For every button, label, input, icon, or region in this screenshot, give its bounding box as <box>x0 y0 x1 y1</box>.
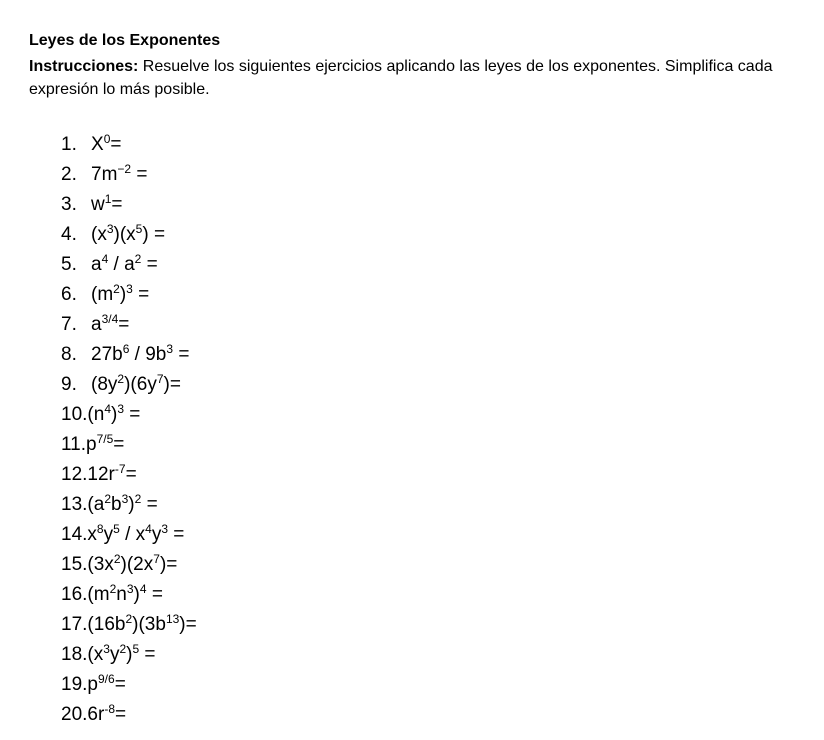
expression-text: )= <box>159 554 178 575</box>
expression-text: X <box>91 134 104 155</box>
exercise-expression <box>91 280 149 310</box>
exercise-number: 15. <box>61 554 88 575</box>
expression-text: (16b <box>87 614 126 635</box>
expression-text: = <box>110 134 122 155</box>
expression-text: (a <box>87 494 105 515</box>
exercise-number: 13. <box>61 494 88 515</box>
exponent: 9/6 <box>98 672 115 686</box>
exercise-item <box>61 280 197 310</box>
exercise-item <box>61 670 197 700</box>
exponent: 3 <box>161 522 169 536</box>
exercise-expression <box>91 310 129 340</box>
expression-text: 12r <box>87 464 115 485</box>
exponent: 8 <box>96 522 104 536</box>
exponent: 3 <box>126 582 134 596</box>
exercise-number: 6. <box>61 284 77 305</box>
exercise-expression <box>87 400 140 430</box>
exercise-item <box>61 700 197 730</box>
exercise-expression <box>91 220 165 250</box>
exponent: 4 <box>104 402 112 416</box>
exponent: 5 <box>132 642 140 656</box>
exercise-expression <box>91 340 189 370</box>
exponent: 5 <box>135 222 143 236</box>
expression-text: y <box>103 524 114 545</box>
exponent: 2 <box>109 582 117 596</box>
exponent: 7 <box>153 552 160 566</box>
exercise-expression <box>87 490 157 520</box>
exponent: 6 <box>122 342 130 356</box>
exercise-number: 19. <box>61 674 88 695</box>
exponent: 3 <box>103 642 110 656</box>
expression-text: = <box>131 164 148 185</box>
expression-text: = <box>168 524 185 545</box>
exercise-number: 7. <box>61 314 77 335</box>
exercise-number: 12. <box>61 464 88 485</box>
exercise-item <box>61 250 197 280</box>
exercise-item <box>61 160 197 190</box>
expression-text: = <box>124 404 141 425</box>
expression-text: / a <box>108 254 135 275</box>
exercise-item <box>61 580 197 610</box>
exponent: -7 <box>114 462 126 476</box>
exercise-expression <box>91 190 123 220</box>
expression-text: y <box>151 524 162 545</box>
exponent: 3/4 <box>101 312 119 326</box>
exercise-number: 14. <box>61 524 88 545</box>
page-title: Leyes de los Exponentes <box>29 32 221 49</box>
exponent: 2 <box>113 282 120 296</box>
expression-text: = <box>111 194 123 215</box>
exponent: 4 <box>139 582 147 596</box>
expression-text: a <box>91 254 102 275</box>
expression-text: = <box>146 584 163 605</box>
expression-text: = <box>141 254 158 275</box>
exponent: 3 <box>126 282 133 296</box>
exponent: 3 <box>121 492 129 506</box>
exercise-number: 17. <box>61 614 88 635</box>
instructions-label: Instrucciones: <box>29 58 139 75</box>
expression-text: n <box>116 584 127 605</box>
expression-text: 7m <box>91 164 118 185</box>
expression-text: b <box>111 494 122 515</box>
exercise-number: 5. <box>61 254 77 275</box>
exercise-item <box>61 610 197 640</box>
expression-text: = <box>125 464 137 485</box>
exercise-number: 3. <box>61 194 77 215</box>
exercise-item <box>61 340 197 370</box>
expression-text: = <box>115 704 127 725</box>
expression-text: ) <box>128 494 135 515</box>
exercise-number: 4. <box>61 224 77 245</box>
exponent: 2 <box>113 552 121 566</box>
exponent: 7/5 <box>96 432 114 446</box>
expression-text: = <box>114 674 126 695</box>
exponent: 2 <box>119 642 127 656</box>
exercise-expression <box>87 460 136 490</box>
exercise-item <box>61 490 197 520</box>
expression-text: ) <box>119 284 127 305</box>
expression-text: / 9b <box>129 344 167 365</box>
exercise-item <box>61 370 197 400</box>
exponent: −2 <box>117 162 132 176</box>
exponent: 3 <box>166 342 174 356</box>
exponent: 2 <box>125 612 133 626</box>
exercise-number: 16. <box>61 584 88 605</box>
expression-text: )(x <box>113 224 136 245</box>
exercise-item <box>61 640 197 670</box>
exercise-expression <box>87 610 196 640</box>
expression-text: (x <box>91 224 107 245</box>
exponent: 2 <box>117 372 125 386</box>
exercise-number: 2. <box>61 164 77 185</box>
expression-text: = <box>173 344 190 365</box>
exercise-expression <box>91 160 147 190</box>
instructions-paragraph <box>29 55 799 101</box>
expression-text: ) <box>126 644 133 665</box>
exponent: 7 <box>156 372 164 386</box>
exponent: 1 <box>104 192 112 206</box>
exercise-number: 10. <box>61 404 88 425</box>
exponent: 3 <box>117 402 125 416</box>
exercise-number: 18. <box>61 644 88 665</box>
exercise-number: 1. <box>61 134 77 155</box>
exercise-item <box>61 130 197 160</box>
expression-text: p <box>87 674 98 695</box>
exponent: 4 <box>145 522 152 536</box>
expression-text: x <box>87 524 97 545</box>
exponent: 4 <box>101 252 109 266</box>
exercise-number: 11. <box>61 434 87 455</box>
exercise-expression <box>87 700 126 730</box>
expression-text: / x <box>119 524 146 545</box>
expression-text: = <box>132 284 150 305</box>
exponent: 2 <box>134 492 142 506</box>
exercise-expression <box>91 250 158 280</box>
exponent: 13 <box>165 612 180 626</box>
exercise-expression <box>87 550 177 580</box>
exercise-item <box>61 430 197 460</box>
expression-text: (x <box>87 644 104 665</box>
expression-text: )(2x <box>120 554 154 575</box>
exercise-expression <box>87 640 155 670</box>
exponent: 3 <box>106 222 114 236</box>
exercise-expression <box>91 130 121 160</box>
expression-text: ) <box>111 404 118 425</box>
expression-text: )= <box>163 374 181 395</box>
expression-text: (3x <box>87 554 114 575</box>
expression-text: w <box>91 194 105 215</box>
exercise-expression <box>87 580 163 610</box>
exercise-expression <box>86 430 124 460</box>
exponent: 2 <box>104 492 112 506</box>
exercise-number: 9. <box>61 374 77 395</box>
expression-text: a <box>91 314 102 335</box>
exponent: 2 <box>134 252 142 266</box>
expression-text: ) = <box>142 224 166 245</box>
instructions-text: Resuelve los siguientes ejercicios aplicando las leyes de los exponentes. Simplifica cada expresión lo más posible. <box>29 58 773 98</box>
exercise-number: 20. <box>61 704 88 725</box>
exercise-list <box>61 130 197 730</box>
expression-text: p <box>86 434 97 455</box>
expression-text: = <box>118 314 130 335</box>
exponent: -8 <box>104 702 115 716</box>
expression-text: y <box>109 644 120 665</box>
expression-text: = <box>139 644 156 665</box>
expression-text: (m <box>87 584 110 605</box>
exercise-item <box>61 460 197 490</box>
exponent: 0 <box>103 132 111 146</box>
expression-text: = <box>141 494 158 515</box>
exercise-item <box>61 400 197 430</box>
expression-text: 6r <box>87 704 105 725</box>
expression-text: = <box>113 434 125 455</box>
expression-text: (m <box>91 284 114 305</box>
exercise-expression <box>91 370 181 400</box>
exercise-item <box>61 220 197 250</box>
expression-text: (8y <box>91 374 118 395</box>
expression-text: (n <box>87 404 105 425</box>
exponent: 5 <box>113 522 120 536</box>
exercise-item <box>61 190 197 220</box>
expression-text: )(6y <box>124 374 157 395</box>
exercise-item <box>61 310 197 340</box>
expression-text: )(3b <box>132 614 166 635</box>
expression-text: 27b <box>91 344 123 365</box>
exercise-number: 8. <box>61 344 77 365</box>
exercise-expression <box>87 520 184 550</box>
exercise-expression <box>87 670 125 700</box>
exercise-item <box>61 520 197 550</box>
expression-text: )= <box>179 614 197 635</box>
expression-text: ) <box>133 584 140 605</box>
exercise-item <box>61 550 197 580</box>
